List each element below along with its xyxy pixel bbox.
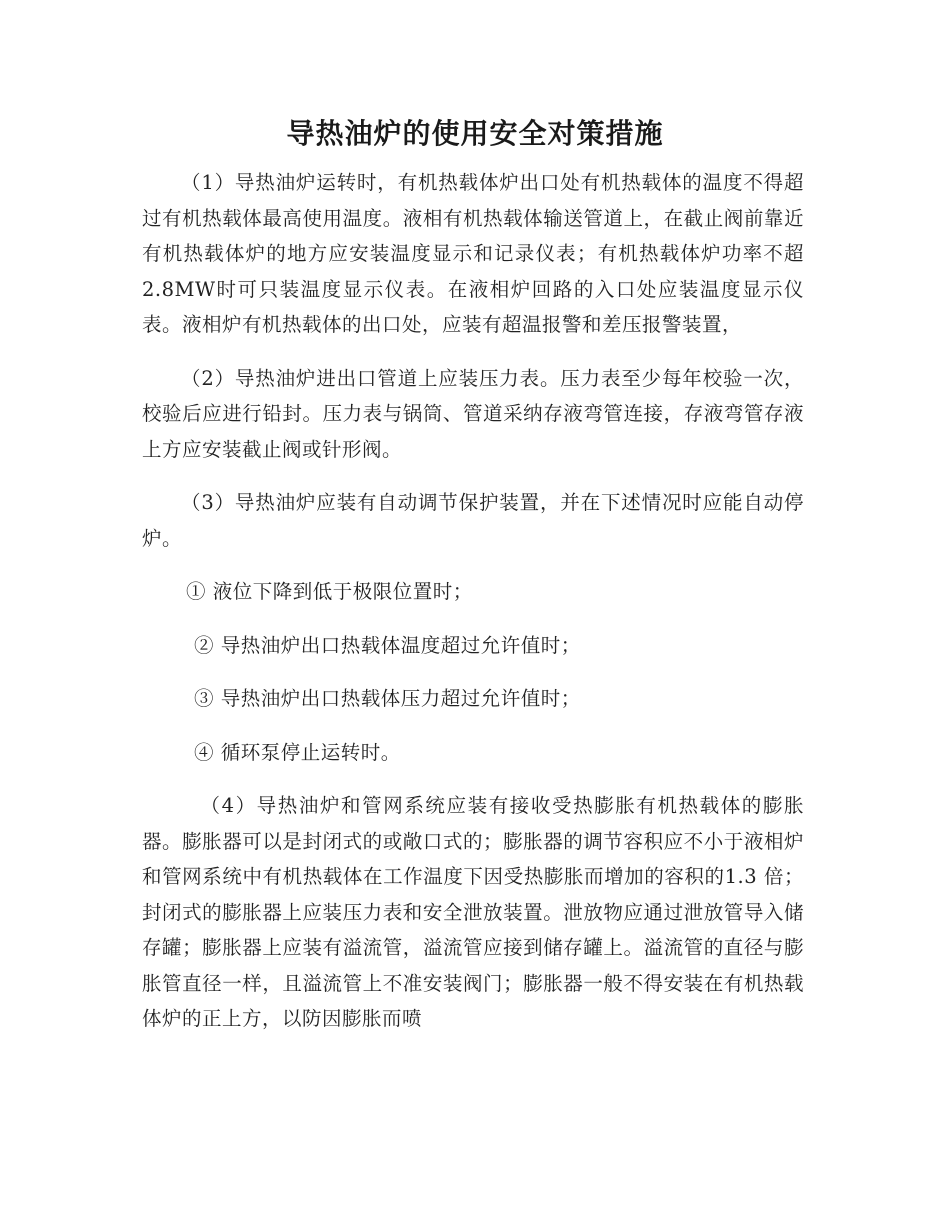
list-item-1: ① 液位下降到低于极限位置时； xyxy=(186,580,473,603)
paragraph-2: （2）导热油炉进出口管道上应装压力表。压力表至少每年校验一次，校验后应进行铅封。压力表与锅筒、管道采纳存液弯管连接，存液弯管存液上方应安装截止阀或针形阀。 xyxy=(142,366,804,461)
document-body xyxy=(142,165,804,1037)
paragraph-4: （4）导热油炉和管网系统应装有接收受热膨胀有机热载体的膨胀器。膨胀器可以是封闭式的或敞口式的；膨胀器的调节容积应不小于液相炉和管网系统中有机热载体在工作温度下因受热膨胀而增加的容积的1.3 倍；封闭式的膨胀器上应装压力表和安全泄放装置。泄放物应通过泄放管导入储存罐；膨胀器上应装有溢流管，溢流管应接到储存罐上。溢流管的直径与膨胀管直径一样，且溢流管上不准安装阀门；膨胀器一般不得安装在有机热载体炉的正上方，以防因膨胀而喷 xyxy=(142,794,804,1030)
document-title: 导热油炉的使用安全对策措施 xyxy=(286,117,664,150)
paragraph-3: （3）导热油炉应装有自动调节保护装置，并在下述情况时应能自动停炉。 xyxy=(142,491,804,550)
list-item-4: ④ 循环泵停止运转时。 xyxy=(194,740,401,764)
paragraph-1: （1）导热油炉运转时，有机热载体炉出口处有机热载体的温度不得超过有机热载体最高使用温度。液相有机热载体输送管道上，在截止阀前靠近有机热载体炉的地方应安装温度显示和记录仪表；有机热载体炉功率不超2.8MW时可只装温度显示仪表。在液相炉回路的入口处应装温度显示仪表。液相炉有机热载体的出口处，应装有超温报警和差压报警装置， xyxy=(142,171,804,336)
list-item-3: ③ 导热油炉出口热载体压力超过允许值时； xyxy=(194,687,581,710)
list-item-2: ② 导热油炉出口热载体温度超过允许值时； xyxy=(194,633,581,657)
